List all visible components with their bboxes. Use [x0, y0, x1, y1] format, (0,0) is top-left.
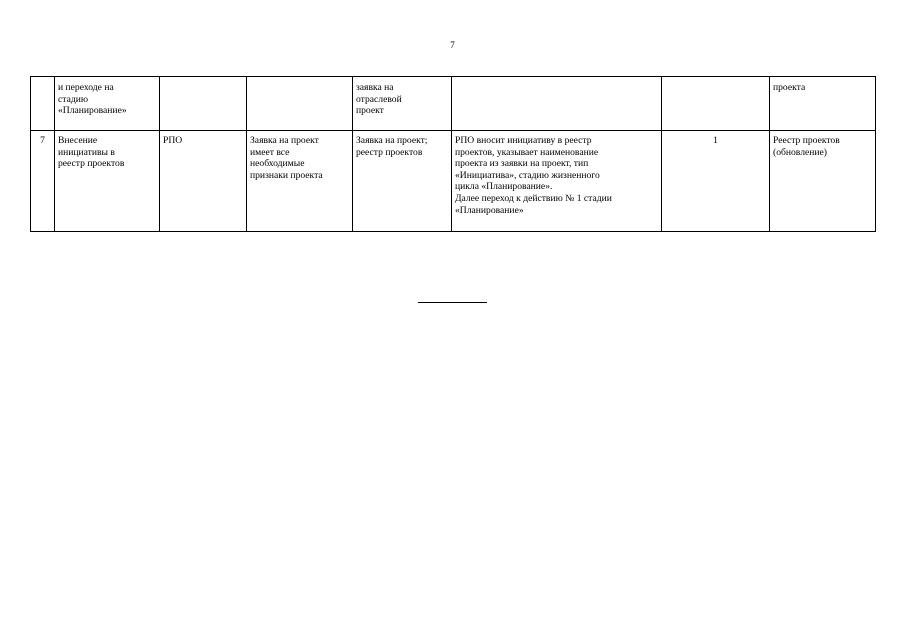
cell-text-line: реестр проектов: [58, 158, 125, 170]
cell-text-line: проект: [356, 105, 384, 117]
cell-condition: [247, 131, 353, 232]
cell-text-line: Реестр проектов: [773, 135, 840, 146]
cell-text-line: Внесение: [58, 135, 98, 146]
table-row: [31, 77, 876, 131]
page-number: 7: [450, 40, 455, 50]
cell-text-line: отраслевой: [356, 93, 402, 105]
cell-text-line: цикла «Планирование».: [455, 181, 553, 193]
cell-text-line: Далее переход к действию № 1 стадии: [455, 192, 612, 204]
cell-text-line: Заявка на проект: [250, 135, 319, 146]
cell-text-line: инициативы в: [58, 146, 115, 158]
cell-step-number: [31, 77, 55, 131]
cell-text-line: имеет все: [250, 146, 290, 158]
cell-text-line: РПО: [163, 135, 183, 146]
cell-executor: [160, 77, 247, 131]
cell-text-line: РПО вносит инициативу в реестр: [455, 135, 592, 146]
process-table: [30, 76, 876, 232]
cell-input: [353, 131, 452, 232]
end-of-document-rule: [418, 302, 487, 303]
cell-duration: 1: [662, 131, 770, 232]
table-row: [31, 131, 876, 232]
cell-input: [353, 77, 452, 131]
cell-text-line: «Планирование»: [455, 204, 524, 216]
cell-text-line: Заявка на проект;: [356, 135, 428, 146]
cell-action: [55, 131, 160, 232]
cell-text-line: необходимые: [250, 158, 305, 170]
cell-text-line: (обновление): [773, 146, 827, 158]
cell-text-line: проектов, указывает наименование: [455, 146, 599, 158]
cell-step-number: 7: [31, 131, 55, 232]
cell-text-line: «Инициатива», стадию жизненного: [455, 169, 600, 181]
cell-text-line: стадию: [58, 93, 89, 105]
cell-text-line: проекта из заявки на проект, тип: [455, 158, 589, 170]
cell-result: [770, 77, 876, 131]
cell-text-line: «Планирование»: [58, 105, 127, 117]
cell-executor: [160, 131, 247, 232]
cell-text-line: и переходе на: [58, 82, 114, 93]
cell-text-line: проекта: [773, 82, 806, 93]
cell-text-line: реестр проектов: [356, 146, 423, 158]
cell-action: [55, 77, 160, 131]
cell-text-line: заявка на: [356, 82, 394, 93]
cell-text-line: признаки проекта: [250, 169, 323, 181]
cell-duration: [662, 77, 770, 131]
cell-description: [452, 131, 662, 232]
cell-description: [452, 77, 662, 131]
cell-result: [770, 131, 876, 232]
cell-condition: [247, 77, 353, 131]
